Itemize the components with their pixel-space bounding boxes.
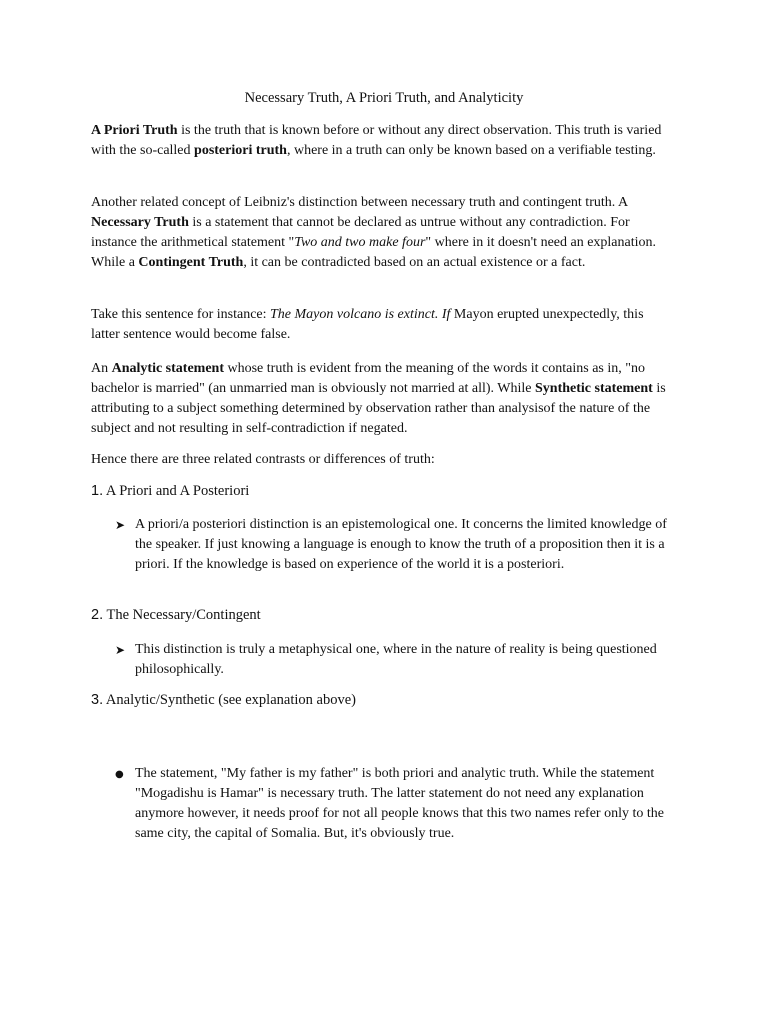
p4-text-a: An: [91, 361, 112, 376]
list-item-example: [115, 764, 675, 844]
section-number-2: 2.: [91, 607, 104, 623]
section-number-1: 1.: [91, 483, 104, 499]
term-a-priori-truth: A Priori Truth: [91, 123, 178, 138]
list-item-a-priori: [115, 515, 675, 575]
term-contingent-truth: Contingent Truth: [138, 255, 244, 270]
paragraph-necessary-truth: [91, 193, 673, 273]
section-title-1: A Priori and A Posteriori: [105, 483, 250, 499]
p2-text-a: Another related concept of Leibniz's distinction between necessary truth and contingent truth. A: [91, 195, 628, 210]
term-necessary-truth: Necessary Truth: [91, 215, 189, 230]
p3-text-b: Mayon erupted unexpectedly, this latter sentence would become false.: [91, 307, 644, 342]
paragraph-analytic: [91, 359, 673, 439]
p3-text-a: Take this sentence for instance:: [91, 307, 271, 322]
paragraph-mayon: [91, 305, 673, 345]
arrow-bullet-icon: ➤: [115, 518, 126, 532]
document-title: Necessary Truth, A Priori Truth, and Analyticity: [244, 90, 524, 106]
bullet-text-necessary: This distinction is truly a metaphysical one, where in the nature of reality is being questioned philosophically.: [135, 642, 657, 677]
term-posteriori-truth: posteriori truth: [194, 143, 287, 158]
term-analytic-statement: Analytic statement: [111, 361, 224, 376]
p1-text-a: is the truth that is known before or without any direct observation. This truth is varied with the so-called: [91, 123, 662, 158]
arrow-bullet-icon: ➤: [115, 643, 126, 657]
p4-text-c: is attributing to a subject something determined by observation rather than analysisof the nature of the subject and not resulting in self-contradiction if negated.: [91, 381, 666, 436]
dot-bullet-icon: ●: [115, 769, 124, 780]
list-item-necessary: [115, 640, 675, 680]
section-number-3: 3.: [91, 692, 104, 708]
example-two-and-two: Two and two make four: [294, 235, 426, 250]
section-title-2: The Necessary/Contingent: [106, 607, 261, 623]
paragraph-a-priori: [91, 121, 673, 161]
section-heading-2: [91, 607, 261, 624]
bullet-text-a-priori: A priori/a posteriori distinction is an epistemological one. It concerns the limited knowledge of the speaker. If just knowing a language is enough to know the truth of a proposition then it is a priori. If the knowledge is based on experience of the world it is a posteriori.: [135, 517, 667, 572]
section-title-3: Analytic/Synthetic (see explanation above): [105, 692, 356, 708]
example-mayon: The Mayon volcano is extinct. If: [270, 307, 451, 322]
paragraph-contrasts-intro: Hence there are three related contrasts or differences of truth:: [91, 452, 435, 467]
section-heading-3: [91, 692, 356, 709]
bullet-text-example: The statement, "My father is my father" is both priori and analytic truth. While the statement "Mogadishu is Hamar" is necessary truth. The latter statement do not need any explanation anymore however, it needs proof for not all people knows that this two names refer only to the same city, the capital of Somalia. But, it's obviously true.: [135, 766, 664, 841]
p1-text-b: , where in a truth can only be known based on a verifiable testing.: [286, 143, 656, 158]
p4-text-b: whose truth is evident from the meaning of the words it contains as in, "no bachelor is married" (an unmarried man is obviously not married at all). While: [91, 361, 645, 396]
p2-text-d: , it can be contradicted based on an actual existence or a fact.: [243, 255, 586, 270]
term-synthetic-statement: Synthetic statement: [535, 381, 653, 396]
section-heading-1: [91, 483, 249, 500]
p2-text-c: " where in it doesn't need an explanation. While a: [91, 235, 657, 270]
p2-text-b: is a statement that cannot be declared as untrue without any contradiction. For instance the arithmetical statement ": [91, 215, 630, 250]
